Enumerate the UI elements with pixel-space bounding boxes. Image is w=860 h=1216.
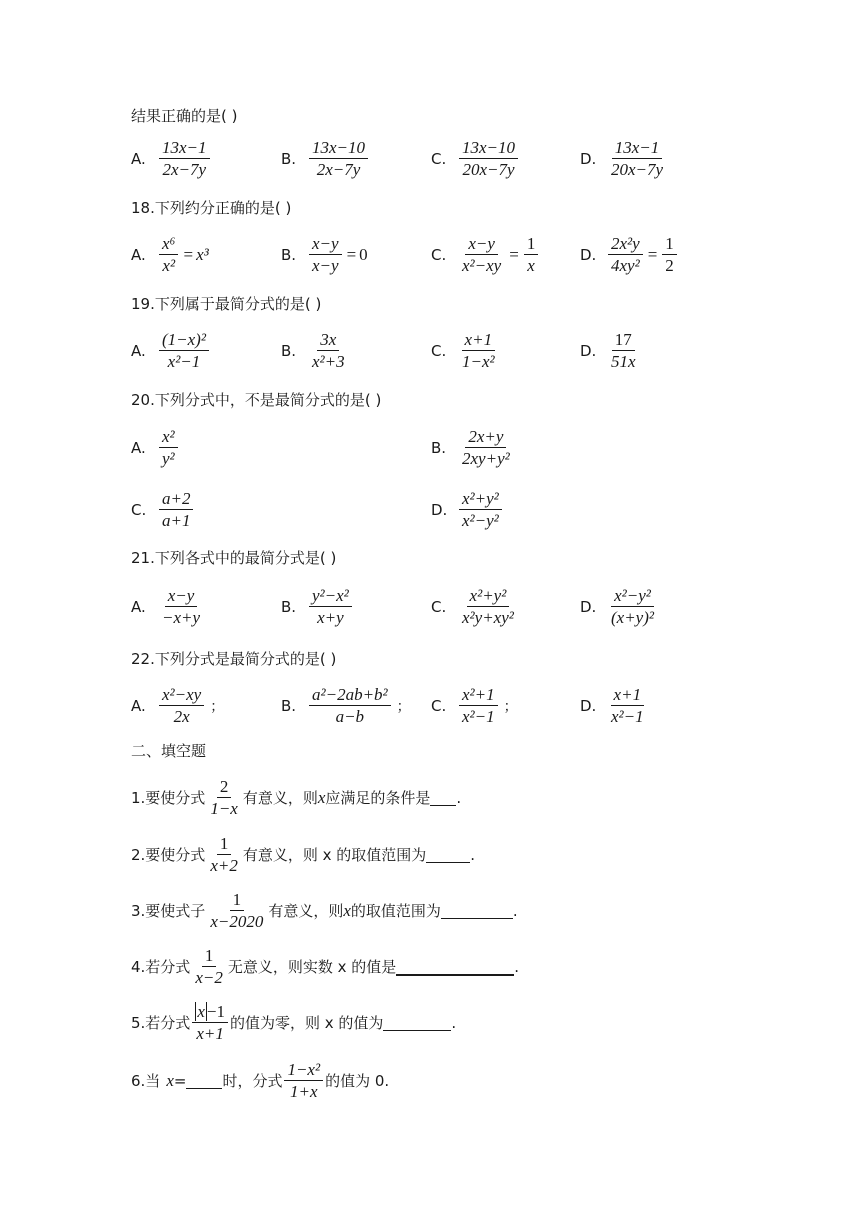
- fraction: $\frac{\text{x²+y²}}{\text{x²−y²}}$: [459, 488, 502, 531]
- q22-option-b: B. $\frac{\text{a²−2ab+b²}}{a-b}$ ；: [281, 685, 411, 726]
- fraction: $\frac{17}{51x}$: [611, 330, 636, 371]
- intro-text: 结果正确的是( ): [131, 107, 238, 125]
- fraction: $\frac{\text{x²−xy}}{2x}$: [159, 684, 204, 727]
- fill-question-2: 2.要使分式 $\frac{1}{x+2}$ 有意义，则 x 的取值范围为 .: [131, 834, 476, 875]
- q20-option-d: D. $\frac{\text{x²+y²}}{\text{x²−y²}}$: [431, 488, 504, 531]
- fill-question-1: 1.要使分式 $\frac{2}{1-x}$ 有意义，则 x 应满足的条件是 .: [131, 777, 462, 818]
- fraction: $\frac{1}{x-2020}$: [210, 890, 264, 931]
- q17-option-d: D. $\frac{13x-1}{20x-7y}$: [580, 137, 668, 180]
- q22-option-c: C. $\frac{\text{x²+1}}{\text{x²−1}}$ ；: [431, 685, 518, 726]
- fill-question-3: 3.要使式子 $\frac{1}{x-2020}$ 有意义，则 x 的取值范围为 .: [131, 890, 518, 931]
- answer-blank[interactable]: [396, 958, 514, 976]
- q19-option-d: D. $\frac{17}{51x}$: [580, 329, 641, 372]
- fraction: $\frac{\text{a²−2ab+b²}}{a-b}$: [309, 684, 391, 727]
- q18-option-a: A. $\frac{\text{x⁶}}{\text{x²}}$ = x³: [131, 234, 209, 275]
- answer-blank[interactable]: [186, 1072, 222, 1089]
- q18-stem: 18.下列约分正确的是( ): [131, 199, 292, 217]
- q17-option-c: C. $\frac{13x-10}{20x-7y}$: [431, 137, 520, 180]
- fraction: $\frac{\text{x²}}{\text{y²}}$: [159, 426, 178, 469]
- fraction: $\frac{x+1}{\text{1−x²}}$: [462, 330, 495, 371]
- fraction: $\frac{1}{x+2}$: [210, 834, 238, 875]
- fraction: $\frac{13x-1}{20x-7y}$: [611, 138, 664, 179]
- fraction: $\frac{13x-10}{20x-7y}$: [459, 137, 518, 180]
- q21-option-c: C. $\frac{\text{x²+y²}}{\text{x²y+xy²}}$: [431, 585, 519, 628]
- fraction: $\frac{x-y}{\text{x²−xy}}$: [462, 234, 502, 275]
- fill-question-4: 4.若分式 $\frac{1}{x-2}$ 无意义，则实数 x 的值是 .: [131, 946, 520, 987]
- fraction: $\frac{3x}{\text{x²+3}}$: [312, 330, 345, 371]
- q17-option-a: A. $\frac{13x-1}{2x-7y}$: [131, 137, 212, 180]
- fraction: $\frac{1}{x}$: [524, 233, 539, 276]
- q19-option-b: B. $\frac{3x}{\text{x²+3}}$: [281, 329, 350, 372]
- answer-blank[interactable]: [430, 789, 456, 806]
- fill-question-6: 6.当 x = 时，分式 $\frac{\text{1−x²}}{1+x}$ 的值为 0.: [131, 1060, 390, 1101]
- fill-question-5: 5.若分式 $\frac{x -1}{x+1}$ 的值为零，则 x 的值为 .: [131, 1002, 457, 1043]
- q19-option-a: A. $\frac{\text{(1−x)²}}{\text{x²−1}}$: [131, 329, 211, 372]
- q20-option-c: C. $\frac{a+2}{a+1}$: [131, 488, 195, 531]
- answer-blank[interactable]: [426, 846, 470, 863]
- fraction: $\frac{\text{x²+1}}{\text{x²−1}}$: [459, 684, 498, 727]
- fraction: $\frac{a+2}{a+1}$: [159, 488, 193, 531]
- q18-option-c: C. $\frac{x-y}{\text{x²−xy}}$ = $\frac{1}{x}$: [431, 233, 540, 276]
- section-title: 二、填空题: [131, 742, 207, 760]
- fraction: $\frac{x-y}{x-y}$: [309, 233, 342, 276]
- q22-option-d: D. $\frac{x+1}{\text{x²−1}}$: [580, 684, 649, 727]
- answer-blank[interactable]: [441, 902, 513, 919]
- fraction: $\frac{2x+y}{\text{2xy+y²}}$: [462, 427, 510, 468]
- q22-option-a: A. $\frac{\text{x²−xy}}{2x}$ ；: [131, 685, 225, 726]
- q21-option-a: A. $\frac{x-y}{-x+y}$: [131, 585, 205, 628]
- fraction: $\frac{\text{x²+y²}}{\text{x²y+xy²}}$: [462, 586, 514, 627]
- fraction: $\frac{\text{y²−x²}}{x+y}$: [309, 585, 352, 628]
- q19-option-c: C. $\frac{x+1}{\text{1−x²}}$: [431, 329, 500, 372]
- fraction: $\frac{1}{2}$: [662, 233, 677, 276]
- q21-stem: 21.下列各式中的最简分式是( ): [131, 549, 337, 567]
- fraction: $\frac{x-y}{-x+y}$: [162, 586, 201, 627]
- q19-stem: 19.下列属于最简分式的是( ): [131, 295, 322, 313]
- fraction: $\frac{2}{1-x}$: [210, 777, 238, 818]
- q21-option-d: D. $\frac{\text{x²−y²}}{\text{(x+y)²}}$: [580, 585, 659, 628]
- q18-option-b: B. $\frac{x-y}{x-y}$ = 0: [281, 234, 368, 275]
- answer-blank[interactable]: [383, 1014, 451, 1031]
- fraction: $\frac{\text{(1−x)²}}{\text{x²−1}}$: [159, 329, 209, 372]
- q20-option-a: A. $\frac{\text{x²}}{\text{y²}}$: [131, 426, 180, 469]
- fraction: $\frac{\text{x²−y²}}{\text{(x+y)²}}$: [611, 586, 654, 627]
- fraction: $\frac{x+1}{\text{x²−1}}$: [611, 685, 644, 726]
- fraction: $\frac{\text{x⁶}}{\text{x²}}$: [159, 233, 178, 276]
- fraction: $\frac{x -1}{x+1}$: [192, 1001, 228, 1044]
- fraction: $\frac{13x-1}{2x-7y}$: [159, 137, 210, 180]
- fraction: $\frac{\text{1−x²}}{1+x}$: [284, 1059, 323, 1102]
- q20-option-b: B. $\frac{2x+y}{\text{2xy+y²}}$: [431, 426, 515, 469]
- q17-option-b: B. $\frac{13x-10}{2x-7y}$: [281, 137, 370, 180]
- fraction: $\frac{13x-10}{2x-7y}$: [309, 137, 368, 180]
- q22-stem: 22.下列分式是最简分式的是( ): [131, 650, 337, 668]
- q18-option-d: D. $\frac{\text{2x²y}}{\text{4xy²}}$ = $\frac{1}{2}$: [580, 233, 679, 276]
- fraction: $\frac{1}{x-2}$: [195, 946, 223, 987]
- q20-stem: 20.下列分式中，不是最简分式的是( ): [131, 391, 382, 409]
- q21-option-b: B. $\frac{\text{y²−x²}}{x+y}$: [281, 585, 354, 628]
- fraction: $\frac{\text{2x²y}}{\text{4xy²}}$: [608, 233, 643, 276]
